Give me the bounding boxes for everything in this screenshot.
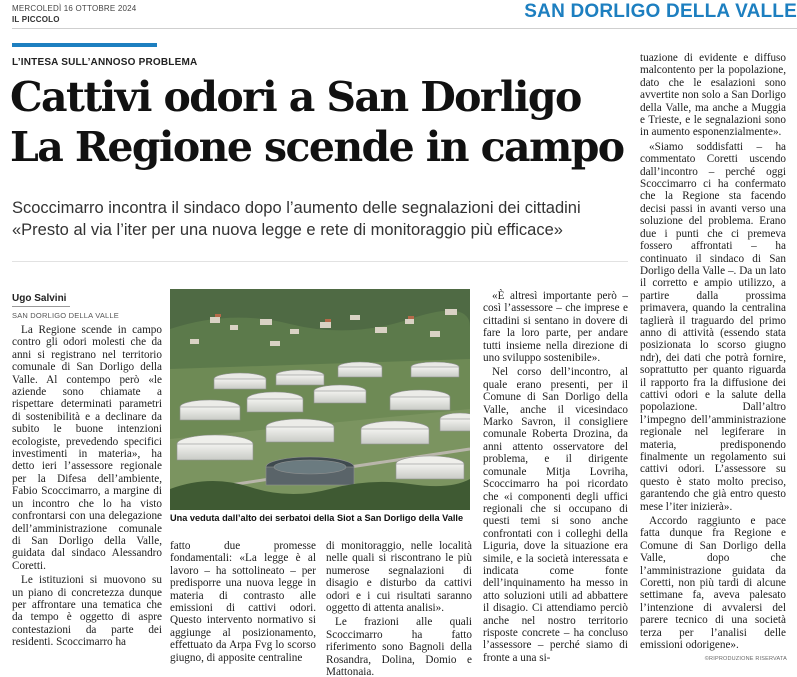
headline-line-1: Cattivi odori a San Dorligo xyxy=(10,73,581,121)
article-column-4 xyxy=(483,290,628,666)
paragraph: Le istituzioni si muovono su un piano di concretezza dunque per affrontare una tematica che da tempo è oggetto di aspre contestazioni da parte dei residenti. Scoccimarro ha xyxy=(12,574,162,649)
article-column-5 xyxy=(640,52,786,654)
publication-name: IL PICCOLO xyxy=(12,15,60,24)
paragraph: «Siamo soddisfatti – ha commentato Coretti uscendo dall’incontro – perché oggi Scoccimarro ci ha confermato che la Regione sta facendo decisi passi in avanti verso una soluzione del problema. Erano due i punti che ci premeva fossero affrontati – ha continuato il sindaco di San Dorligo della Valle –. Da un lato il corretto e ampio utilizzo, a partire dalla prossima primavera, quando la centralina taglierà il traguardo del primo anno di attività (essendo stata posizionata lo scorso giugno ndr), dei dati che potrà fornire, soprattutto per quanto riguarda il rapporto fra la diffusione dei cattivi odori e la salute della popolazione. Dall’altro l’impegno dell’amministrazione regionale nel legiferare in materia, predisponendo finalmente un regolamento sui cattivi odori. L’assessore su questo è stato molto preciso, garantendo che già entro questo mese l’iter inizierà». xyxy=(640,140,786,513)
paragraph: Nel corso dell’incontro, al quale erano presenti, per il Comune di San Dorligo della Valle, anche il vicesindaco Marko Savron, il consigliere comunale Roberta Drozina, da anni attento osservatore del problema, e il dirigente comunale Mitja Lovriha, Scoccimarro ha poi ricordato che «i componenti degli uffici regionali che si occupano di questi temi si sono anche confrontati con i colleghi della Liguria, dove la situazione era simile, e la società interessata e indicata come fonte dell’inquinamento ha messo in atto soluzioni utili ad abbattere il disagio. Ci attendiamo perciò anche nel nostro territorio risposte concrete – ha concluso l’assessore – perché siamo di fronte a una si- xyxy=(483,366,628,664)
oil-tanks-illustration xyxy=(170,289,470,510)
header-divider xyxy=(12,28,797,29)
article-column-3 xyxy=(326,540,472,677)
subhead-line-2: «Presto al via l’iter per una nuova legge e rete di monitoraggio più efficace» xyxy=(12,221,563,239)
subheadline xyxy=(12,197,632,241)
subhead-divider xyxy=(12,261,628,262)
section-title: SAN DORLIGO DELLA VALLE xyxy=(524,1,797,22)
page-header-left xyxy=(12,3,136,25)
paragraph: Le frazioni alle quali Scoccimarro ha fatto riferimento sono Bagnoli della Rosandra, Dolina, Domio e Mattonaia. xyxy=(326,616,472,677)
issue-date: MERCOLEDÌ 16 OTTOBRE 2024 xyxy=(12,4,137,13)
headline xyxy=(10,72,630,172)
headline-line-2: La Regione scende in campo xyxy=(10,123,624,171)
article-photo xyxy=(170,289,470,510)
kicker-accent-bar xyxy=(12,43,157,47)
kicker: L’INTESA SULL’ANNOSO PROBLEMA xyxy=(12,57,198,68)
paragraph: tuazione di evidente e diffuso malcontento per la popolazione, dato che le esalazioni sono avvertite non solo a San Dorligo della Valle, ma anche a Muggia e Trieste, e le segnalazioni sono in aumento esponenzialmente». xyxy=(640,52,786,139)
paragraph: «È altresì importante però – così l’assessore – che imprese e cittadini si sentano in dovere di fare la loro parte, per andare tutti insieme nella direzione di uno sviluppo sostenibile». xyxy=(483,290,628,365)
article-column-2 xyxy=(170,540,316,666)
copyright-notice: ©RIPRODUZIONE RISERVATA xyxy=(704,656,787,662)
paragraph: Accordo raggiunto e pace fatta dunque fra Regione e Comune di San Dorligo della Valle, dopo che l’amministrazione guidata da Coretti, non più tardi di alcune settimane fa, aveva palesato l’intenzione di avvalersi del parere tecnico di una società terza per l’analisi delle emissioni odorigene». xyxy=(640,515,786,652)
paragraph: di monitoraggio, nelle località nelle quali si riscontrano le più numerose segnalazioni di disagio e disturbo da cattivi odori e i cui risultati saranno oggetto di attenta analisi». xyxy=(326,540,472,615)
dateline: SAN DORLIGO DELLA VALLE xyxy=(12,311,120,320)
byline xyxy=(12,293,162,320)
paragraph: fatto due promesse fondamentali: «La legge è al lavoro – ha sottolineato – per predisporre una nuova legge in materia di contrasto alle emissioni di cattivi odori. Questo intervento normativo si aggiunge al posizionamento, effettuato da Arpa Fvg lo scorso giugno, di apposite centraline xyxy=(170,540,316,664)
paragraph: La Regione scende in campo contro gli odori molesti che da anni si registrano nel territorio comunale di San Dorligo della Valle. Al contempo però «le aziende sono chiamate a rispettare determinati parametri di sostenibilità e a declinare da subito le buone intenzioni ecologiste, prevedendo specifici investimenti in materia», ha detto ieri l’assessore regionale per la Difesa dell’ambiente, Fabio Scoccimarro, a margine di un incontro che lo ha visto confrontarsi con una delegazione dell’amministrazione comunale di San Dorligo della Valle, guidata dal sindaco Alessandro Coretti. xyxy=(12,324,162,572)
article-column-1 xyxy=(12,324,162,651)
subhead-line-1: Scoccimarro incontra il sindaco dopo l’aumento delle segnalazioni dei cittadini xyxy=(12,199,581,217)
photo-caption: Una veduta dall’alto dei serbatoi della Siot a San Dorligo della Valle xyxy=(170,513,464,523)
author-name: Ugo Salvini xyxy=(12,293,70,307)
